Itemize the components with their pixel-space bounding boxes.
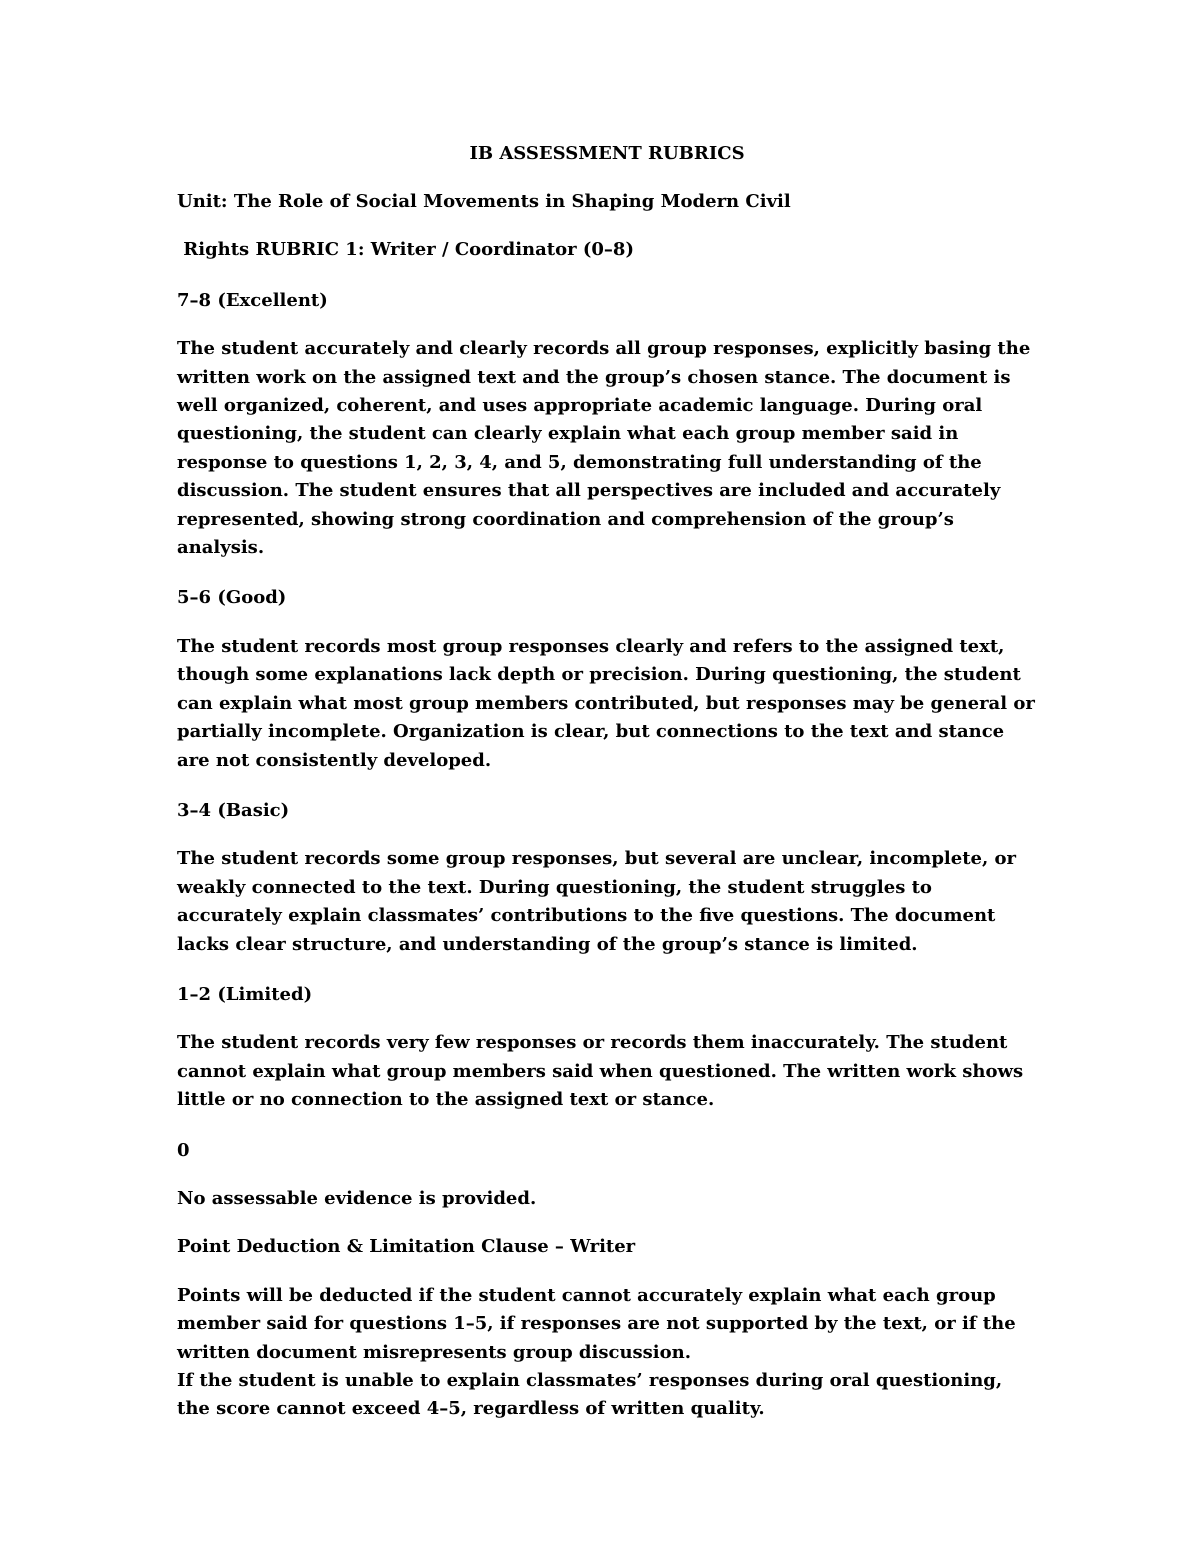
document-page [177,140,1037,1424]
clause-paragraph-2: If the student is unable to explain classmates’ responses during oral questioning, the score cannot exceed 4–5, regardless of written quality. [177,1370,1003,1420]
band-description-good: The student records most group responses clearly and refers to the assigned text, though some explanations lack depth or precision. During questioning, the student can explain what most group members contributed, but responses may be general or partially incomplete. Organization is clear, but connections to the text and stance are not consistently developed. [177,635,1035,771]
band-heading-limited: 1–2 (Limited) [177,983,313,1005]
clause-title: Point Deduction & Limitation Clause – Writer [177,1236,636,1258]
band-description-zero: No assessable evidence is provided. [177,1187,537,1209]
band-description-excellent: The student accurately and clearly records all group responses, explicitly basing the written work on the assigned text and the group’s chosen stance. The document is well organized, coherent, and uses appropriate academic language. During oral questioning, the student can clearly explain what each group member said in response to questions 1, 2, 3, 4, and 5, demonstrating full understanding of the discussion. The student ensures that all perspectives are included and accurately represented, showing strong coordination and comprehension of the group’s analysis. [177,338,1031,559]
band-description-basic: The student records some group responses, but several are unclear, incomplete, or weakly connected to the text. During questioning, the student struggles to accurately explain classmates’ contributions to the five questions. The document lacks clear structure, and understanding of the group’s stance is limited. [177,848,1016,955]
unit-line: Unit: The Role of Social Movements in Shaping Modern Civil [177,191,791,212]
band-heading-basic: 3–4 (Basic) [177,799,290,821]
rubric-line: Rights RUBRIC 1: Writer / Coordinator (0–8) [177,239,634,261]
band-heading-excellent: 7–8 (Excellent) [177,289,328,311]
band-description-limited: The student records very few responses or records them inaccurately. The student cannot explain what group members said when questioned. The written work shows little or no connection to the assigned text or stance. [177,1032,1024,1111]
band-heading-good: 5–6 (Good) [177,587,287,609]
clause-paragraph-1: Points will be deducted if the student cannot accurately explain what each group member said for questions 1–5, if responses are not supported by the text, or if the written document misrepresents group discussion. [177,1284,1016,1363]
band-heading-zero: 0 [177,1139,190,1161]
document-title: IB ASSESSMENT RUBRICS [469,143,745,164]
